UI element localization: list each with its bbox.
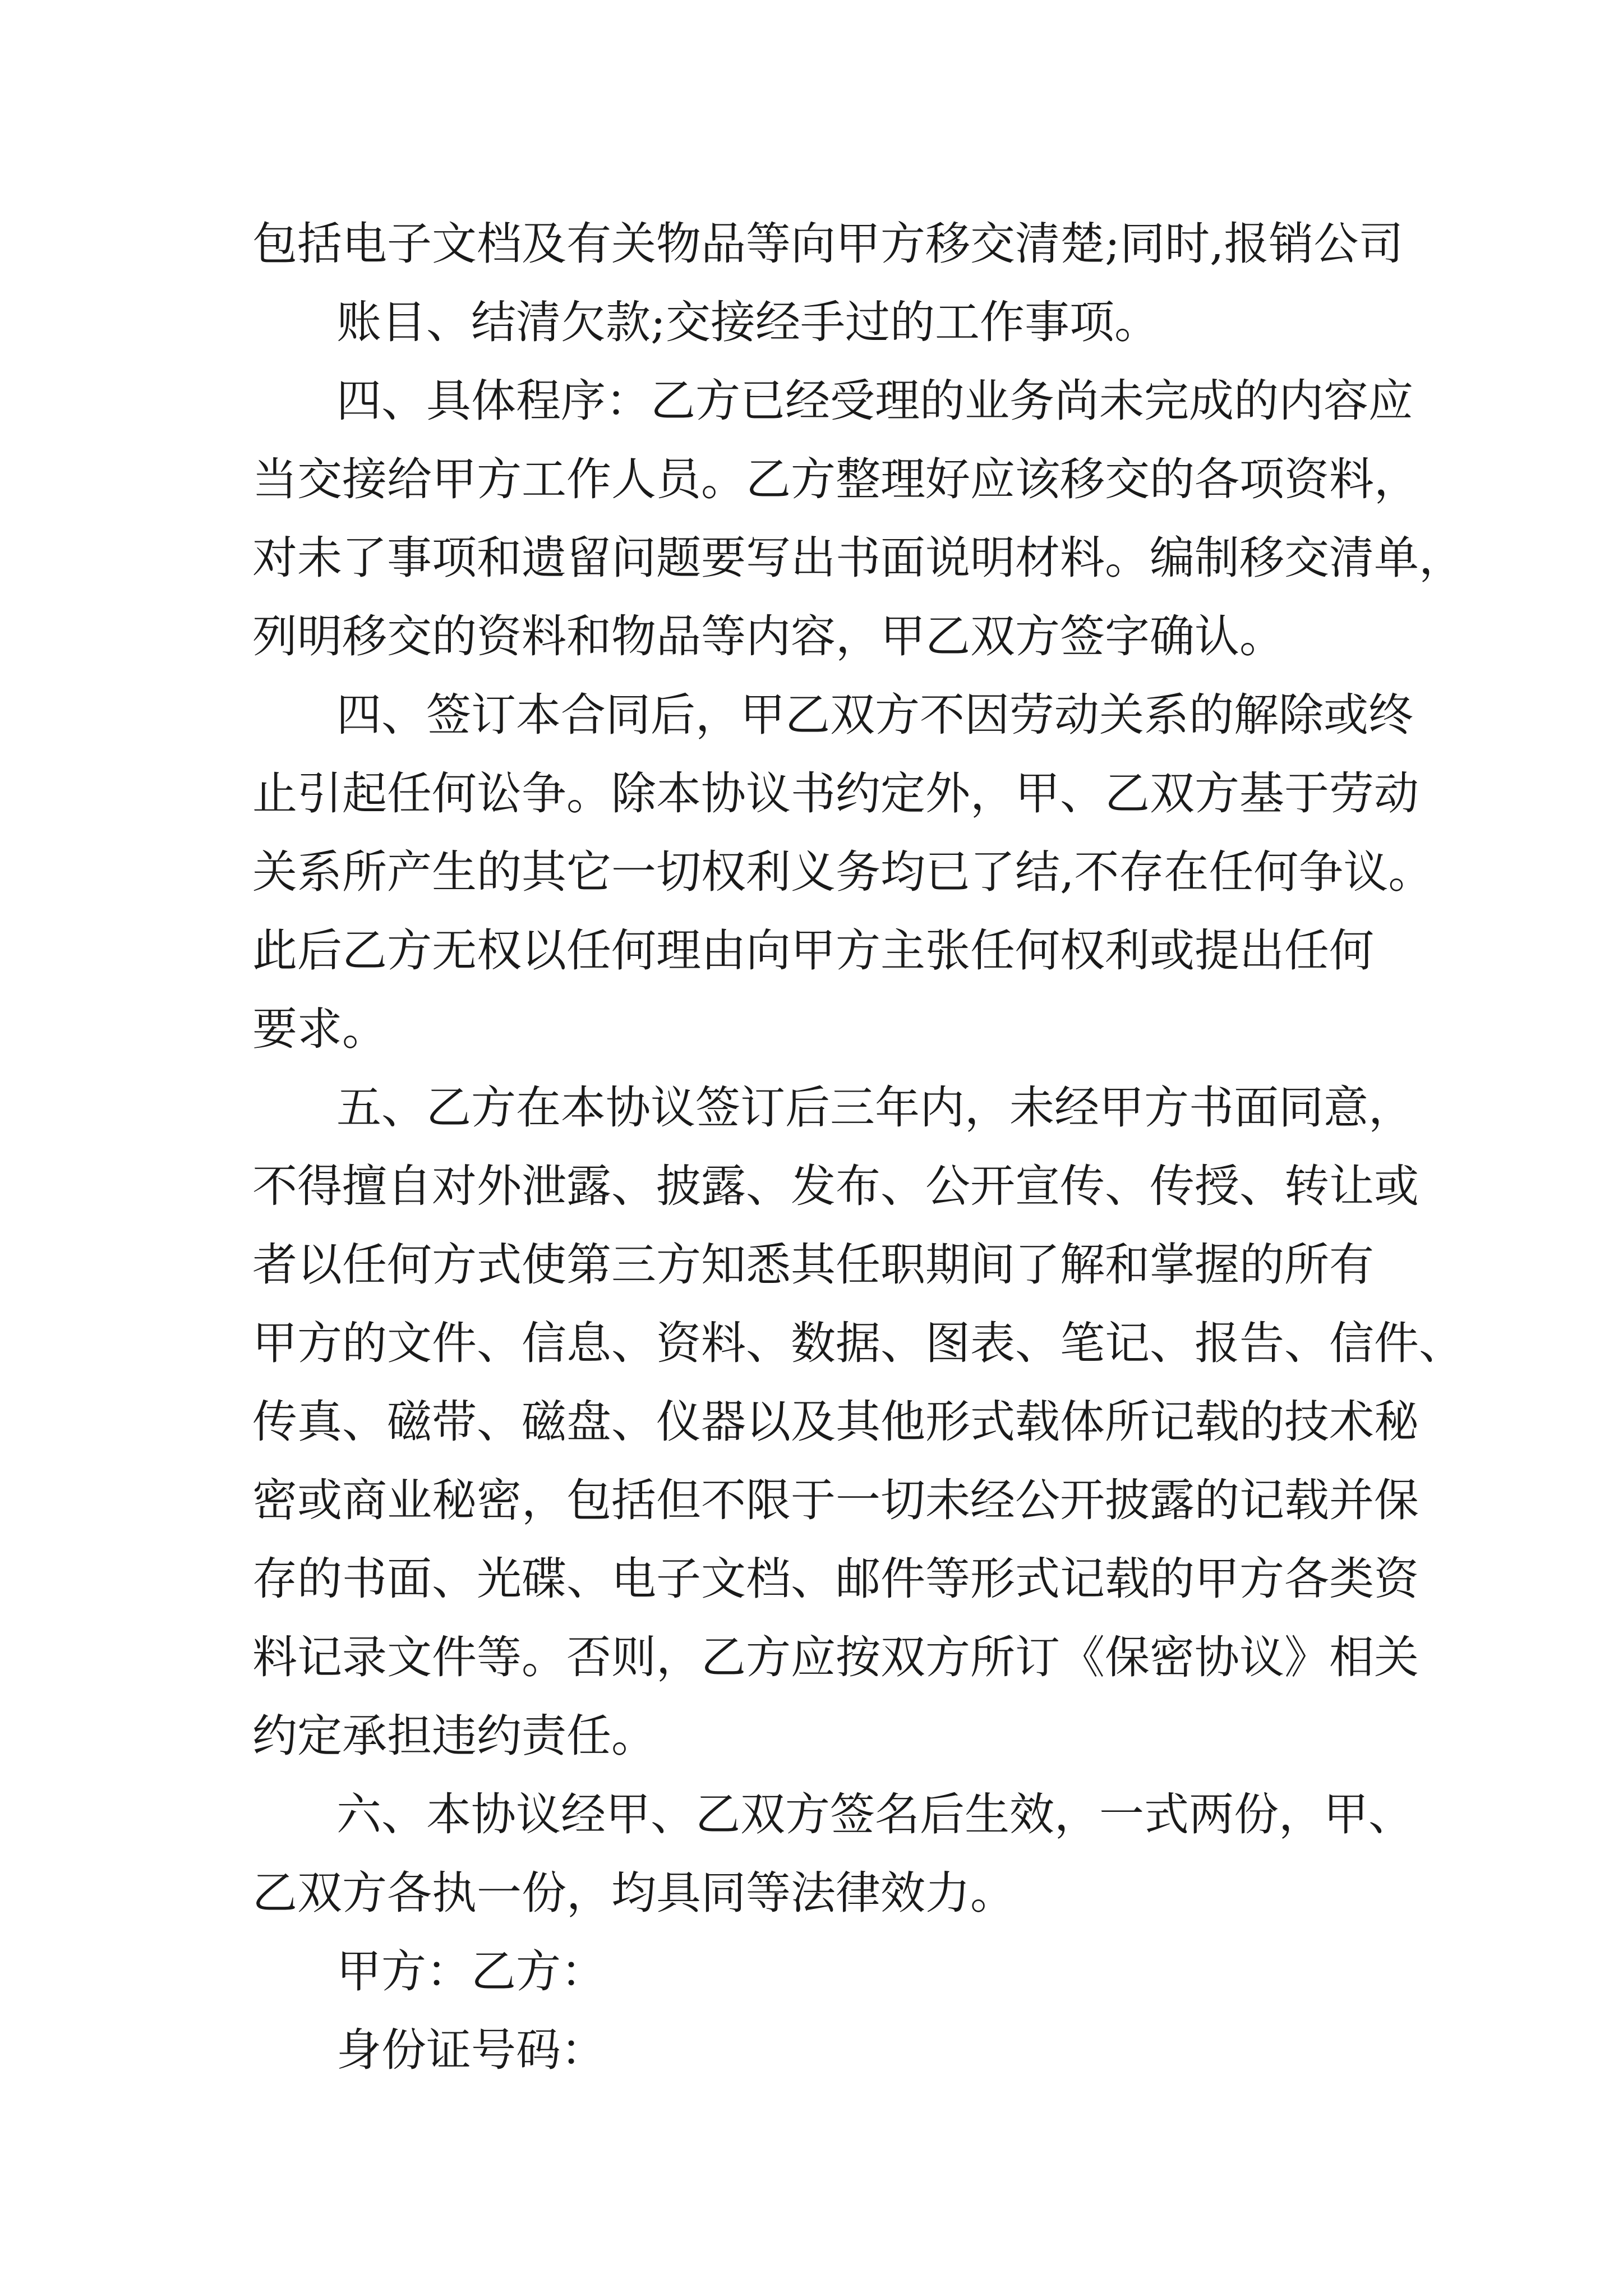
text-line: 列明移交的资料和物品等内容，甲乙双方签字确认。 [252, 610, 1284, 662]
text-line: 关系所产生的其它一切权利义务均已了结,不存在任何争议。 [252, 846, 1433, 898]
text-line: 约定承担违约责任。 [252, 1710, 656, 1762]
text-line: 料记录文件等。否则，乙方应按双方所订《保密协议》相关 [252, 1631, 1419, 1683]
text-line: 包括电子文档及有关物品等向甲方移交清楚;同时,报销公司 [252, 218, 1404, 270]
text-line: 六、本协议经甲、乙双方签名后生效，一式两份，甲、 [336, 1788, 1413, 1841]
text-line: 五、乙方在本协议签订后三年内，未经甲方书面同意， [336, 1082, 1413, 1134]
text-line: 甲方的文件、信息、资料、数据、图表、笔记、报告、信件、 [252, 1317, 1464, 1369]
text-line: 传真、磁带、磁盘、仪器以及其他形式载体所记载的技术秘 [252, 1396, 1419, 1448]
text-line: 当交接给甲方工作人员。乙方整理好应该移交的各项资料， [252, 453, 1419, 505]
text-line: 存的书面、光碟、电子文档、邮件等形式记载的甲方各类资 [252, 1553, 1419, 1605]
text-line: 者以任何方式使第三方知悉其任职期间了解和掌握的所有 [252, 1239, 1374, 1291]
text-line: 不得擅自对外泄露、披露、发布、公开宣传、传授、转让或 [252, 1160, 1419, 1212]
text-line: 此后乙方无权以任何理由向甲方主张任何权利或提出任何 [252, 924, 1374, 977]
text-line: 对未了事项和遗留问题要写出书面说明材料。编制移交清单， [252, 532, 1464, 584]
text-line: 止引起任何讼争。除本协议书约定外，甲、乙双方基于劳动 [252, 767, 1419, 820]
text-line: 四、具体程序：乙方已经受理的业务尚未完成的内容应 [336, 375, 1413, 427]
text-line: 乙双方各执一份，均具同等法律效力。 [252, 1867, 1015, 1919]
text-line: 要求。 [252, 1003, 387, 1055]
id-number-line: 身份证号码： [336, 2024, 606, 2076]
signature-parties-line: 甲方：乙方： [336, 1945, 606, 1998]
text-line: 密或商业秘密，包括但不限于一切未经公开披露的记载并保 [252, 1474, 1419, 1526]
text-line: 四、签订本合同后，甲乙双方不因劳动关系的解除或终 [336, 689, 1413, 741]
text-line: 账目、结清欠款;交接经手过的工作事项。 [336, 296, 1159, 348]
